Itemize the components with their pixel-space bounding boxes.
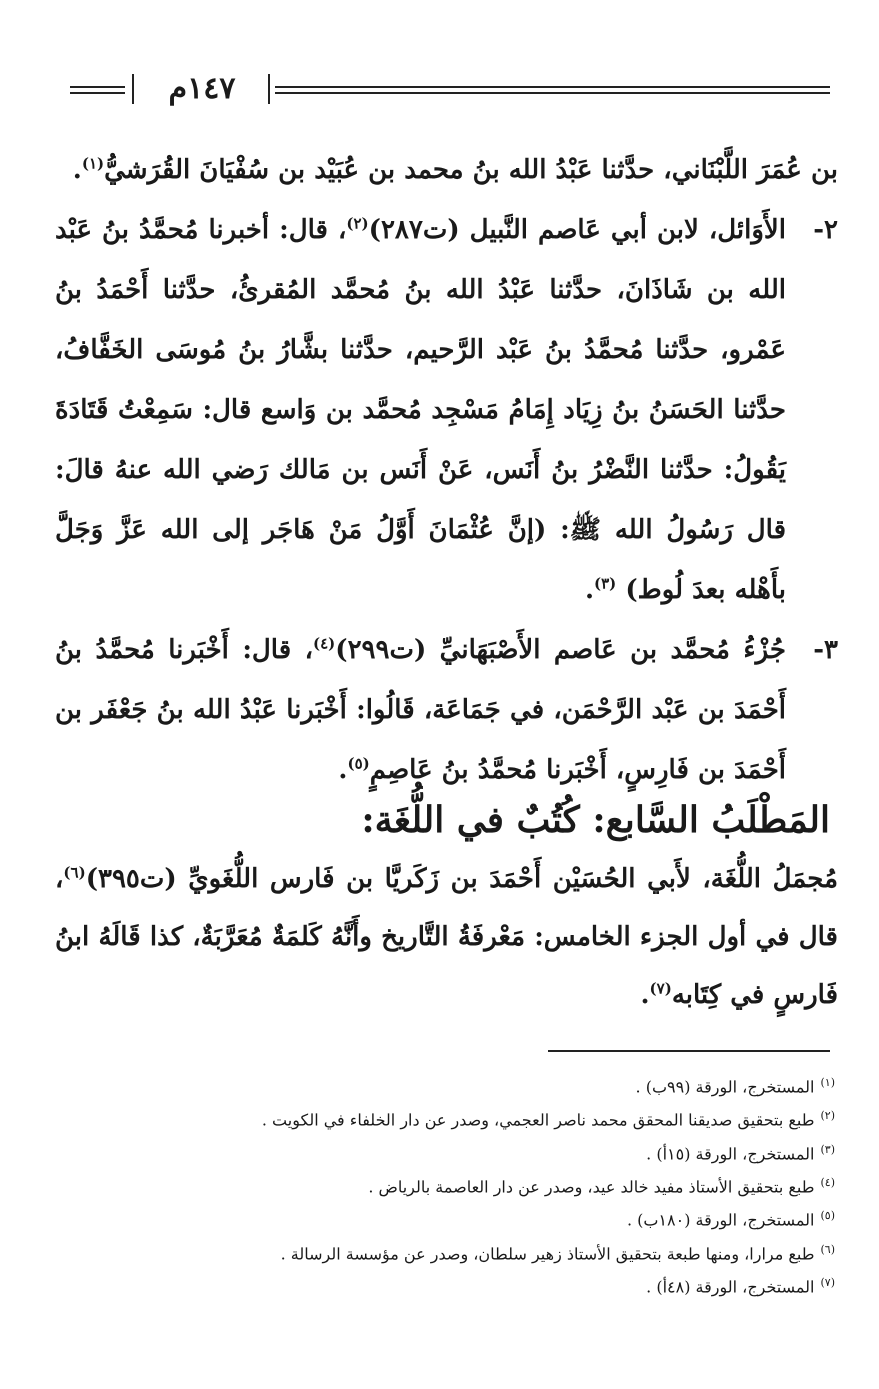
section-heading: المَطْلَبُ السَّابع: كُتُبٌ في اللُّغَة: [361,799,830,841]
item-number: ٢- [813,215,838,245]
footnote-text: المستخرج، الورقة (٩٩ب) . [635,1077,815,1097]
section-text-a: مُجمَلُ اللُّغَة، لأَبي الحُسَيْن أَحْمَدَ بن زَكَريَّا بن فَارس اللُّغَويِّ (ت٣٩٥) [85,864,838,894]
list-item: ٣- جُزْءُ مُحمَّد بن عَاصم الأَصْبَهَانيِّ (ت٢٩٩)$^{(٤)}$، قال: أَخْبَرنا مُحمَّدُ بنُ أَحْمَدَ بن عَبْد الرَّحْمَن، في جَمَاعَة، قَالُوا: أَخْبَرنا عَبْدُ الله بنُ جَعْفَر بن أَحْمَدَ بن فَارِسٍ، أَخْبَرنا مُحمَّدُ بنُ عَاصِمٍ$^{(٥)}$. [55,620,838,800]
footnote [60,1235,835,1268]
footnote-mark: (٦) [820,1242,835,1256]
footnote [60,1268,835,1301]
main-text [55,140,838,800]
item-body: ، قال: أخبرنا مُحمَّدُ بنُ عَبْد الله بن شَاذَانَ، حدَّثنا عَبْدُ الله بنُ مُحمَّد المُقرئُ، حدَّثنا أَحْمَدُ بنُ عَمْرو، حدَّثنا مُحمَّدُ بنُ عَبْد الرَّحيم، حدَّثنا بشَّارُ بنُ مُوسَى الخَفَّافُ، حدَّثنا الحَسَنُ بنُ زِيَاد إِمَامُ مَسْجِد مُحمَّد بن وَاسع قال: سَمِعْتُ قَتَادَةَ يَقُولُ: حدَّثنا النَّضْرُ بنُ أَنَس، عَنْ أَنَس بن مَالك رَضي الله عنهُ قالَ: قال رَسُولُ الله ﷺ: (إنَّ عُثْمَانَ أَوَّلُ مَنْ هَاجَر إلى الله عَزَّ وَجَلَّ بأَهْله بعدَ لُوط) [55,215,786,605]
footnote-text: طبع مرارا، ومنها طبعة بتحقيق الأستاذ زهير سلطان، وصدر عن مؤسسة الرسالة . [280,1243,815,1263]
item-title: جُزْءُ مُحمَّد بن عَاصم الأَصْبَهَانيِّ (ت٢٩٩) [335,635,787,665]
header-rule-right [275,86,830,94]
footnote-mark: (٧) [820,1275,835,1289]
intro-paragraph: بن عُمَرَ اللَّبْنَاني، حدَّثنا عَبْدُ الله بنُ محمد بن عُبَيْد بن سُفْيَانَ القُرَشيُّ$^{(١)}$. [72,154,838,185]
footnotes [60,1068,835,1301]
intro-text: بن عُمَرَ اللَّبْنَاني، حدَّثنا عَبْدُ الله بنُ محمد بن عُبَيْد بن سُفْيَانَ القُرَشيُّ [104,155,838,185]
footnote-ref-2: (٢) [346,214,369,233]
footnote-text: المستخرج، الورقة (١٨٠ب) . [626,1210,815,1230]
item-number: ٣- [813,635,838,665]
list-item: ٢- الأَوَائل، لابن أبي عَاصم النَّبيل (ت٢٨٧)$^{(٢)}$، قال: أخبرنا مُحمَّدُ بنُ عَبْد الله بن شَاذَانَ، حدَّثنا عَبْدُ الله بنُ مُحمَّد المُقرئُ، حدَّثنا أَحْمَدُ بنُ عَمْرو، حدَّثنا مُحمَّدُ بنُ عَبْد الرَّحيم، حدَّثنا بشَّارُ بنُ مُوسَى الخَفَّافُ، حدَّثنا الحَسَنُ بنُ زِيَاد إِمَامُ مَسْجِد مُحمَّد بن وَاسع قال: سَمِعْتُ قَتَادَةَ يَقُولُ: حدَّثنا النَّضْرُ بنُ أَنَس، عَنْ أَنَس بن مَالك رَضي الله عنهُ قالَ: قال رَسُولُ الله ﷺ: (إنَّ عُثْمَانَ أَوَّلُ مَنْ هَاجَر إلى الله عَزَّ وَجَلَّ بأَهْله بعدَ لُوط) $^{(٣)}$. [55,200,838,620]
footnote [60,1101,835,1134]
header-tick-right [268,74,270,104]
footnote-text: طبع بتحقيق صديقنا المحقق محمد ناصر العجمي، وصدر عن دار الخلفاء في الكويت . [261,1110,815,1130]
footnote-text: طبع بتحقيق الأستاذ مفيد خالد عيد، وصدر عن دار العاصمة بالرياض . [368,1177,815,1197]
footnote-mark: (٢) [820,1109,835,1123]
footnote-ref-7: (٧) [649,979,672,998]
footnote [60,1068,835,1101]
footnote [60,1135,835,1168]
footnote-text: المستخرج، الورقة (١٥أ) . [646,1143,815,1163]
section-text-b: ، قال في أول الجزء الخامس: مَعْرفَةُ التَّاريخ وأَنَّهُ كَلمَةٌ مُعَرَّبَةٌ، كذا قَالَهُ ابنُ فَارسٍ في كِتَابه [55,864,838,1010]
footnote-mark: (١) [820,1076,835,1089]
page-header [70,72,830,112]
footnote-mark: (٤) [820,1175,835,1189]
footnote-mark: (٣) [820,1142,835,1156]
footnote-text: المستخرج، الورقة (٤٨أ) . [646,1277,815,1297]
footnote-ref-4: (٤) [312,634,336,653]
section-paragraph: مُجمَلُ اللُّغَة، لأَبي الحُسَيْن أَحْمَدَ بن زَكَريَّا بن فَارس اللُّغَويِّ (ت٣٩٥)$^{(٦)}$، قال في أول الجزء الخامس: مَعْرفَةُ التَّاريخ وأَنَّهُ كَلمَةٌ مُعَرَّبَةٌ، كذا قَالَهُ ابنُ فَارسٍ في كِتَابه$^{(٧)}$. [55,863,838,1010]
page-number: ١٤٧م [168,71,236,106]
header-tick-left [132,74,134,104]
footnote-ref-5: (٥) [347,754,370,773]
footnote-ref-1: (١) [81,154,105,173]
footnote-ref-6: (٦) [63,863,86,882]
footnote-separator [548,1050,830,1052]
item-body: ، قال: أَخْبَرنا مُحمَّدُ بنُ أَحْمَدَ بن عَبْد الرَّحْمَن، في جَمَاعَة، قَالُوا: أَخْبَرنا عَبْدُ الله بنُ جَعْفَر بن أَحْمَدَ بن فَارِسٍ، أَخْبَرنا مُحمَّدُ بنُ عَاصِمٍ [55,635,786,785]
footnote [60,1168,835,1201]
header-rule-left [70,86,125,94]
footnote-ref-3: (٣) [594,574,617,593]
item-title: الأَوَائل، لابن أبي عَاصم النَّبيل (ت٢٨٧) [368,215,786,245]
footnote [60,1201,835,1234]
footnote-mark: (٥) [820,1209,835,1223]
